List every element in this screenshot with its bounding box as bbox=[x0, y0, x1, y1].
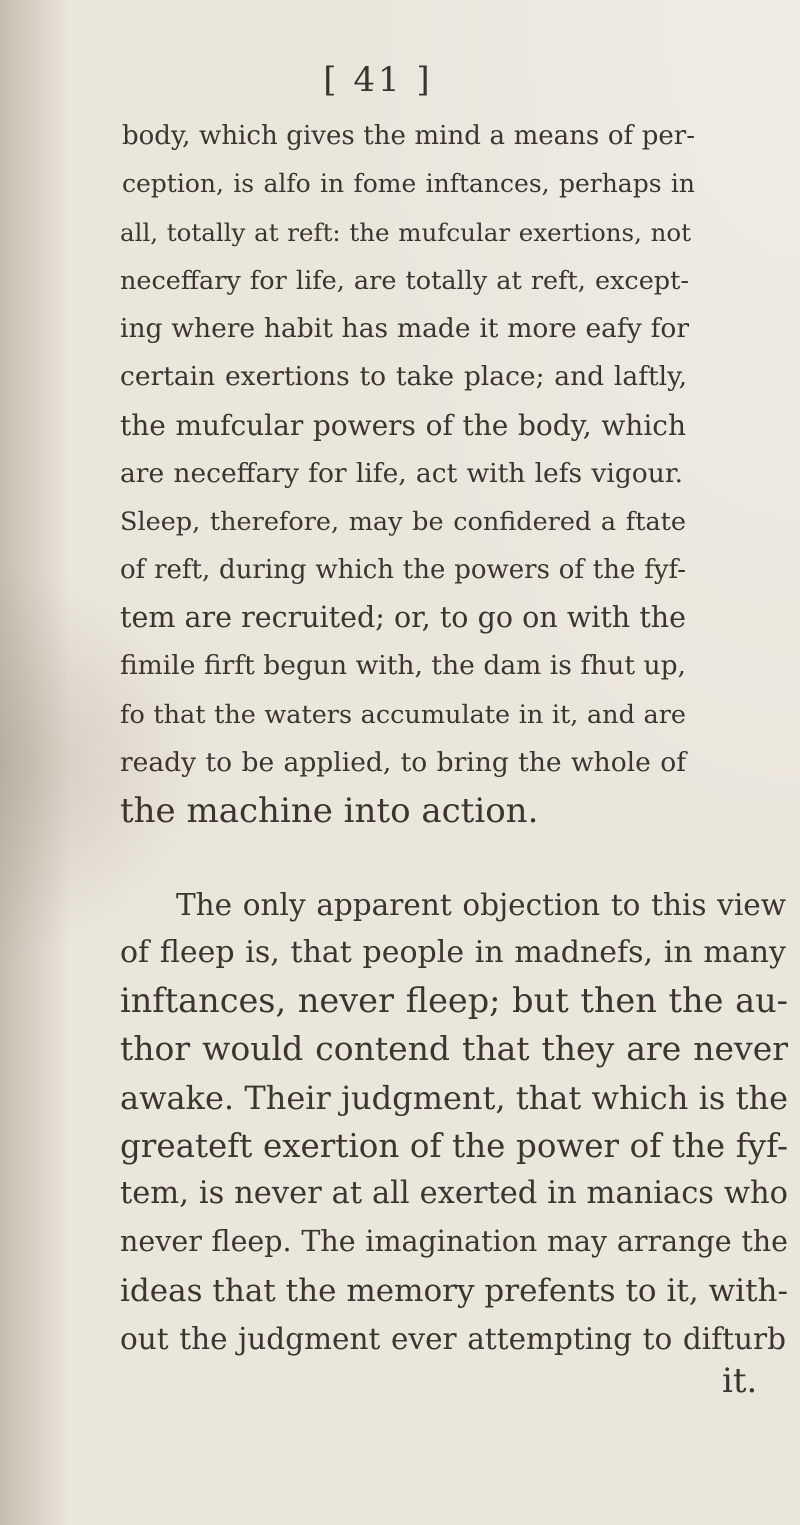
text-line: of reft, during which the powers of the fyf- bbox=[120, 555, 686, 585]
text-line: are neceffary for life, act with lefs vigour. bbox=[120, 458, 683, 489]
text-line: ideas that the memory prefents to it, with- bbox=[120, 1273, 788, 1309]
text-line: thor would contend that they are never bbox=[120, 1029, 788, 1068]
text-line: ception, is alfo in fome inftances, perhaps in bbox=[122, 169, 695, 198]
text-line: out the judgment ever attempting to difturb bbox=[120, 1322, 786, 1356]
catchword: it. bbox=[722, 1361, 758, 1401]
text-line: body, which gives the mind a means of per- bbox=[122, 121, 695, 151]
text-line: the mufcular powers of the body, which bbox=[120, 409, 686, 442]
text-line: Sleep, therefore, may be confidered a ftate bbox=[120, 507, 686, 537]
text-line: tem, is never at all exerted in maniacs who bbox=[120, 1176, 788, 1211]
text-line: greateft exertion of the power of the fyf- bbox=[120, 1127, 788, 1165]
text-line: awake. Their judgment, that which is the bbox=[120, 1079, 788, 1117]
text-line: inftances, never fleep; but then the au- bbox=[120, 981, 788, 1020]
text-line: the machine into action. bbox=[120, 791, 539, 831]
text-line: certain exertions to take place; and laftly, bbox=[120, 361, 687, 392]
page-gutter-shadow bbox=[0, 0, 70, 1525]
text-line: ready to be applied, to bring the whole of bbox=[120, 747, 686, 778]
text-line: neceffary for life, are totally at reft, except- bbox=[120, 266, 689, 296]
text-line: fimile firft begun with, the dam is fhut up, bbox=[120, 650, 686, 681]
text-line: tem are recruited; or, to go on with the bbox=[120, 601, 686, 634]
text-line: ing where habit has made it more eafy for bbox=[120, 313, 689, 344]
text-line: The only apparent objection to this view bbox=[176, 888, 786, 922]
text-line: of fleep is, that people in madnefs, in many bbox=[120, 935, 786, 970]
page-number: [ 41 ] bbox=[323, 60, 433, 100]
text-line: all, totally at reft: the mufcular exertions, not bbox=[120, 218, 691, 247]
text-line: never fleep. The imagination may arrange the bbox=[120, 1225, 788, 1258]
text-line: fo that the waters accumulate in it, and are bbox=[120, 700, 686, 730]
